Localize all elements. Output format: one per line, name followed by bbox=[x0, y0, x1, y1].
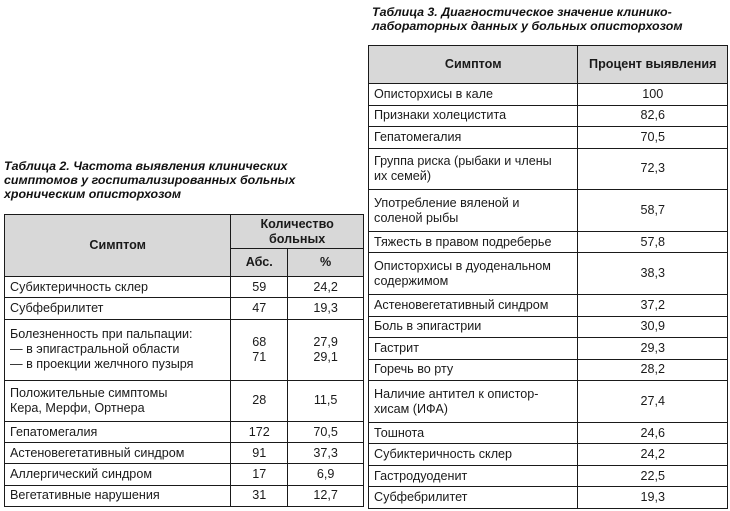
table3-pct-cell: 27,4 bbox=[578, 381, 728, 423]
table2-symptom-cell: Положительные симптомы Кера, Мерфи, Ортнера bbox=[5, 380, 231, 421]
table2-row bbox=[5, 319, 364, 380]
table2-row bbox=[5, 380, 364, 421]
table2-pct-cell: 19,3 bbox=[288, 298, 364, 319]
table3-symptom-cell: Боль в эпигастрии bbox=[369, 316, 578, 338]
table3-row bbox=[369, 148, 728, 190]
table2-pct-cell: 6,9 bbox=[288, 464, 364, 485]
table3-row bbox=[369, 381, 728, 423]
table3-symptom-cell: Употребление вяленой и соленой рыбы bbox=[369, 190, 578, 232]
table3-symptom-cell: Наличие антител к опистор- хисам (ИФА) bbox=[369, 381, 578, 423]
table3-symptom-cell: Описторхисы в кале bbox=[369, 84, 578, 106]
table3-row bbox=[369, 444, 728, 466]
table2-pct-cell: 24,2 bbox=[288, 277, 364, 298]
table2-header-pct: % bbox=[288, 249, 364, 277]
table2-row bbox=[5, 485, 364, 506]
table3-symptom-cell: Гастрит bbox=[369, 338, 578, 360]
table3-row bbox=[369, 422, 728, 444]
table2-abs-cell: 28 bbox=[231, 380, 288, 421]
table2-row bbox=[5, 443, 364, 464]
table2-header-count: Количество больных bbox=[231, 215, 364, 249]
table3-pct-cell: 24,6 bbox=[578, 422, 728, 444]
table2-symptom-cell: Болезненность при пальпации: — в эпигастральной области — в проекции желчного пузыря bbox=[5, 319, 231, 380]
table3-row bbox=[369, 105, 728, 127]
table2-symptom-cell: Астеновегетативный синдром bbox=[5, 443, 231, 464]
table2-abs-cell: 68 71 bbox=[231, 319, 288, 380]
table2-row bbox=[5, 464, 364, 485]
table2-row bbox=[5, 277, 364, 298]
table2-clinical-symptoms bbox=[4, 214, 364, 507]
table3-symptom-cell: Гастродуоденит bbox=[369, 465, 578, 487]
table3-symptom-cell: Группа риска (рыбаки и члены их семей) bbox=[369, 148, 578, 190]
table3-caption: Таблица 3. Диагностическое значение клинико-лабораторных данных у больных описторхозом bbox=[372, 5, 683, 33]
table3-symptom-cell: Горечь во рту bbox=[369, 359, 578, 381]
table2-pct-cell: 27,9 29,1 bbox=[288, 319, 364, 380]
table3-symptom-cell: Субфебрилитет bbox=[369, 487, 578, 509]
table3-symptom-cell: Субиктеричность склер bbox=[369, 444, 578, 466]
table3-row bbox=[369, 127, 728, 149]
table3-symptom-cell: Тошнота bbox=[369, 422, 578, 444]
table2-symptom-cell: Аллергический синдром bbox=[5, 464, 231, 485]
table2-abs-cell: 172 bbox=[231, 421, 288, 442]
table3-header-pct: Процент выявления bbox=[578, 46, 728, 84]
table3-row bbox=[369, 231, 728, 253]
table3-row bbox=[369, 316, 728, 338]
table3-pct-cell: 57,8 bbox=[578, 231, 728, 253]
table3-pct-cell: 28,2 bbox=[578, 359, 728, 381]
table2-symptom-cell: Гепатомегалия bbox=[5, 421, 231, 442]
table3-row bbox=[369, 465, 728, 487]
table2-pct-cell: 37,3 bbox=[288, 443, 364, 464]
table3-row bbox=[369, 487, 728, 509]
table3-row bbox=[369, 190, 728, 232]
table3-pct-cell: 70,5 bbox=[578, 127, 728, 149]
table2-symptom-cell: Субфебрилитет bbox=[5, 298, 231, 319]
table2-symptom-cell: Вегетативные нарушения bbox=[5, 485, 231, 506]
table3-row bbox=[369, 84, 728, 106]
table2-abs-cell: 59 bbox=[231, 277, 288, 298]
table3-symptom-cell: Тяжесть в правом подреберье bbox=[369, 231, 578, 253]
table3-header-symptom: Симптом bbox=[369, 46, 578, 84]
table2-abs-cell: 47 bbox=[231, 298, 288, 319]
table3-pct-cell: 24,2 bbox=[578, 444, 728, 466]
table3-pct-cell: 100 bbox=[578, 84, 728, 106]
table3-pct-cell: 22,5 bbox=[578, 465, 728, 487]
table2-pct-cell: 11,5 bbox=[288, 380, 364, 421]
table2-pct-cell: 12,7 bbox=[288, 485, 364, 506]
table3-row bbox=[369, 253, 728, 295]
table3-pct-cell: 19,3 bbox=[578, 487, 728, 509]
table2-caption: Таблица 2. Частота выявления клинических симптомов у госпитализированных больных хроническим описторхозом bbox=[4, 159, 296, 201]
table2-header-symptom: Симптом bbox=[5, 215, 231, 277]
table2-abs-cell: 31 bbox=[231, 485, 288, 506]
table2-pct-cell: 70,5 bbox=[288, 421, 364, 442]
table3-pct-cell: 37,2 bbox=[578, 295, 728, 317]
table3-pct-cell: 58,7 bbox=[578, 190, 728, 232]
table2-header-abs: Абс. bbox=[231, 249, 288, 277]
table3-symptom-cell: Описторхисы в дуоденальном содержимом bbox=[369, 253, 578, 295]
table2-row bbox=[5, 421, 364, 442]
table2-abs-cell: 91 bbox=[231, 443, 288, 464]
table3-symptom-cell: Гепатомегалия bbox=[369, 127, 578, 149]
table2-abs-cell: 17 bbox=[231, 464, 288, 485]
table2-row bbox=[5, 298, 364, 319]
table3-pct-cell: 72,3 bbox=[578, 148, 728, 190]
table3-pct-cell: 29,3 bbox=[578, 338, 728, 360]
table3-symptom-cell: Астеновегетативный синдром bbox=[369, 295, 578, 317]
table3-symptom-cell: Признаки холецистита bbox=[369, 105, 578, 127]
table3-row bbox=[369, 295, 728, 317]
table3-pct-cell: 82,6 bbox=[578, 105, 728, 127]
table3-diagnostic-value bbox=[368, 45, 728, 509]
table3-row bbox=[369, 359, 728, 381]
table3-pct-cell: 30,9 bbox=[578, 316, 728, 338]
table3-pct-cell: 38,3 bbox=[578, 253, 728, 295]
table2-symptom-cell: Субиктеричность склер bbox=[5, 277, 231, 298]
table3-row bbox=[369, 338, 728, 360]
